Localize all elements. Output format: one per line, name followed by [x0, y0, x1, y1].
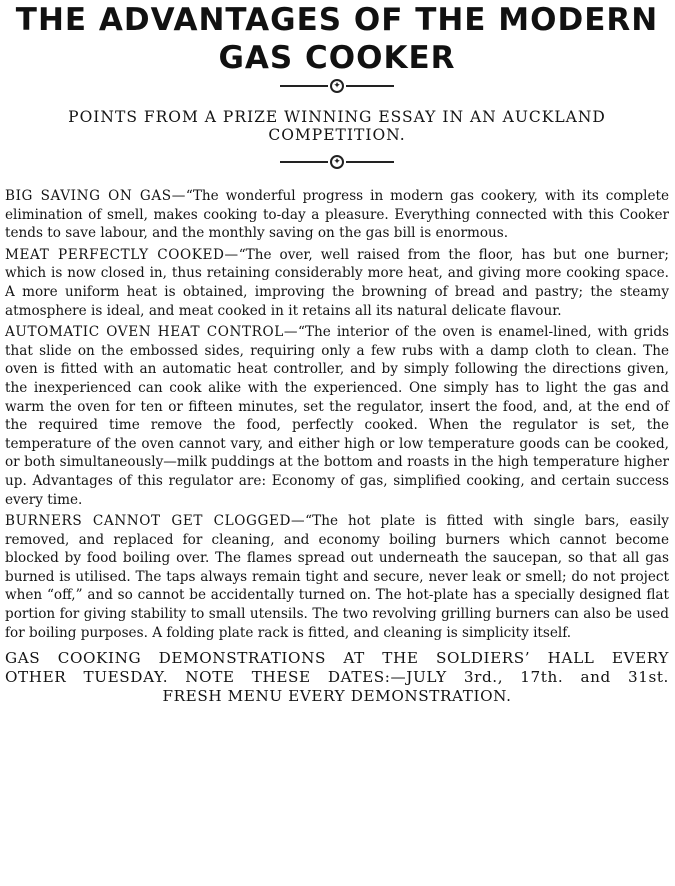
- headline-line-1: THE ADVANTAGES OF THE MODERN: [15, 2, 659, 38]
- ornament-divider: [5, 154, 669, 170]
- notice-line-1: GAS COOKING DEMONSTRATIONS AT THE SOLDIERS’ HALL EVERY: [5, 649, 669, 668]
- section-paragraph: [5, 246, 669, 320]
- demonstration-notice: [5, 649, 669, 706]
- section-text: “The wonderful progress in modern gas cookery, with its complete elimination of smell, makes cooking to-day a pleasure. Everything connected with this Cooker tends to save labour, and the monthly saving on the gas bill is enormous.: [5, 188, 669, 242]
- section-paragraph: [5, 187, 669, 243]
- star-ornament-icon: ✦: [330, 155, 344, 169]
- article-body: [5, 187, 669, 642]
- headline-line-2: GAS COOKER: [218, 40, 456, 76]
- section-paragraph: [5, 323, 669, 509]
- section-paragraph: [5, 512, 669, 642]
- divider-rule-left: [280, 85, 328, 87]
- notice-line-3: FRESH MENU EVERY DEMONSTRATION.: [162, 687, 512, 706]
- star-ornament-icon: ✦: [330, 79, 344, 93]
- section-heading: MEAT PERFECTLY COOKED—: [5, 246, 239, 263]
- section-text: “The over, well raised from the floor, has but one burner; which is now closed in, thus retaining considerably more heat, and giving more cooking space. A more uniform heat is obtained, improving the browning of bread and pastry; the steamy atmosphere is ideal, and meat cooked in it retains all its natural delicate flavour.: [5, 246, 669, 319]
- section-heading: BURNERS CANNOT GET CLOGGED—: [5, 513, 306, 530]
- section-heading: BIG SAVING ON GAS—: [5, 188, 186, 204]
- subheading: POINTS FROM A PRIZE WINNING ESSAY IN AN AUCKLAND COMPETITION.: [68, 108, 606, 144]
- notice-line-2: OTHER TUESDAY. NOTE THESE DATES:—JULY 3rd., 17th. and 31st.: [5, 668, 669, 687]
- divider-rule-left: [280, 161, 328, 163]
- divider-rule-right: [346, 161, 394, 163]
- section-text: “The hot plate is fitted with single bars, easily removed, and replaced for cleaning, and economy boiling burners which cannot become blocked by food boiling over. The flames spread out underneath the saucepan, so that all gas burned is utilised. The taps always remain tight and secure, never leak or smell; do not project when “off,” and so cannot be accidentally turned on. The hot-plate has a specially designed flat portion for giving stability to small utensils. The two revolving grilling burners can also be used for boiling purposes. A folding plate rack is fitted, and cleaning is simplicity itself.: [5, 513, 669, 641]
- headline: [5, 0, 669, 78]
- ornament-divider: [5, 78, 669, 94]
- divider-rule-right: [346, 85, 394, 87]
- section-heading: AUTOMATIC OVEN HEAT CONTROL—: [5, 324, 299, 341]
- section-text: “The interior of the oven is enamel-lined, with grids that slide on the embossed sides, requiring only a few rubs with a damp cloth to clean. The oven is fitted with an automatic heat controller, and by simply following the directions given, the inexperienced can cook alike with the experienced. One simply has to light the gas and warm the oven for ten or fifteen minutes, set the regulator, insert the food, and, at the end of the required time remove the food, perfectly cooked. When the regulator is set, the temperature of the oven cannot vary, and either high or low temperature goods can be cooked, or both simultaneously—milk puddings at the bottom and roasts in the high temperature higher up. Advantages of this regulator are: Economy of gas, simplified cooking, and certain success every time.: [5, 324, 670, 508]
